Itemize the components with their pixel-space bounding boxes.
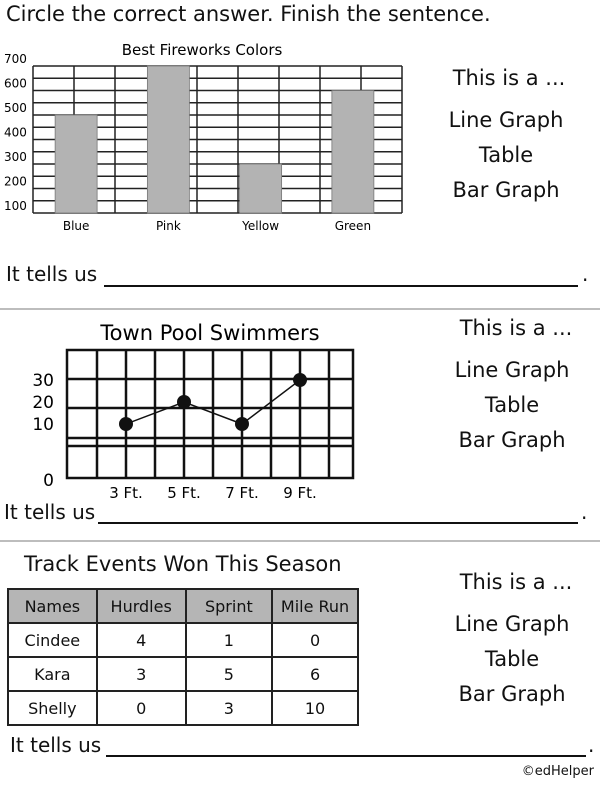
line-chart-point [119, 417, 133, 431]
table-cell: Kara [8, 657, 97, 691]
bar-chart-x-labels [63, 219, 371, 230]
table-row [8, 691, 358, 725]
table-cell: Cindee [8, 623, 97, 657]
tells-us-label-2: It tells us [4, 500, 96, 524]
bar-green [332, 91, 374, 214]
table-header-cell: Mile Run [272, 589, 358, 623]
bar-chart-x-label: Pink [155, 219, 181, 230]
table-cell: 10 [272, 691, 358, 725]
bar-chart-y-tick: 400 [4, 125, 27, 140]
track-events-table [7, 588, 359, 726]
tells-us-label-3: It tells us [10, 733, 102, 757]
bar-pink [147, 66, 189, 213]
table-header-row [8, 589, 358, 623]
bar-chart-x-label: Blue [62, 219, 90, 230]
line-chart-y-tick: 30 [32, 371, 54, 391]
option-bar-graph-3[interactable]: Bar Graph [458, 682, 566, 706]
option-table-2[interactable]: Table [484, 393, 540, 417]
option-line-graph-2[interactable]: Line Graph [454, 358, 570, 382]
line-chart-x-label: 5 Ft. [167, 484, 201, 502]
line-chart-y-tick: 0 [43, 471, 54, 491]
this-is-a-label-2: This is a ... [459, 316, 573, 340]
table-cell: 6 [272, 657, 358, 691]
option-table-1[interactable]: Table [478, 143, 534, 167]
bar-chart [0, 38, 420, 230]
bar-chart-y-tick: 200 [4, 174, 27, 189]
bar-chart-x-label: Yellow [242, 219, 280, 230]
option-bar-graph-1[interactable]: Bar Graph [452, 178, 560, 202]
answer-line-1[interactable] [104, 285, 578, 287]
answer-line-2[interactable] [98, 522, 578, 524]
table-title: Track Events Won This Season [24, 552, 342, 576]
this-is-a-label-1: This is a ... [452, 66, 566, 90]
line-chart-x-label: 9 Ft. [283, 484, 317, 502]
bar-chart-x-label: Green [334, 219, 372, 230]
option-table-3[interactable]: Table [484, 647, 540, 671]
bar-chart-y-tick: 500 [4, 101, 27, 115]
bar-chart-y-tick: 300 [4, 150, 27, 164]
line-chart-point [235, 417, 249, 431]
bar-blue [55, 115, 97, 213]
credit-text: ©edHelper [521, 764, 594, 779]
table-header-cell: Hurdles [97, 589, 186, 623]
bar-chart-title: Best Fireworks Colors [121, 41, 283, 59]
line-chart-frame [67, 350, 353, 478]
bar-chart-y-tick: 700 [4, 52, 27, 66]
line-chart-point [293, 373, 307, 387]
section-divider-1 [0, 308, 600, 310]
bar-chart-y-tick: 100 [4, 199, 27, 213]
table-cell: 3 [97, 657, 186, 691]
table-cell: 4 [97, 623, 186, 657]
period-1: . [582, 262, 589, 286]
line-chart-x-label: 3 Ft. [109, 484, 143, 502]
tells-us-label-1: It tells us [6, 262, 98, 286]
line-chart-y-tick: 20 [32, 393, 54, 413]
period-3: . [588, 733, 595, 757]
line-chart-x-label: 7 Ft. [225, 484, 259, 502]
answer-line-3[interactable] [106, 755, 586, 757]
table-cell: Shelly [8, 691, 97, 725]
table-row [8, 623, 358, 657]
option-line-graph-1[interactable]: Line Graph [448, 108, 564, 132]
line-chart-y-ticks [32, 371, 54, 491]
table-cell: 0 [97, 691, 186, 725]
table-cell: 5 [186, 657, 272, 691]
line-chart [0, 314, 420, 504]
table-row [8, 657, 358, 691]
line-chart-title: Town Pool Swimmers [100, 321, 320, 345]
instruction-heading: Circle the correct answer. Finish the sentence. [6, 2, 491, 26]
bar-chart-y-ticks [4, 52, 27, 213]
table-cell: 0 [272, 623, 358, 657]
table-header-cell: Names [8, 589, 97, 623]
bar-yellow [240, 164, 282, 213]
section-divider-2 [0, 540, 600, 542]
line-chart-grid [67, 350, 353, 478]
line-chart-y-tick: 10 [32, 415, 54, 435]
table-cell: 3 [186, 691, 272, 725]
table-header-cell: Sprint [186, 589, 272, 623]
line-chart-point [177, 395, 191, 409]
this-is-a-label-3: This is a ... [459, 570, 573, 594]
period-2: . [581, 500, 588, 524]
table-cell: 1 [186, 623, 272, 657]
bar-chart-y-tick: 600 [4, 76, 27, 91]
option-bar-graph-2[interactable]: Bar Graph [458, 428, 566, 452]
option-line-graph-3[interactable]: Line Graph [454, 612, 570, 636]
line-chart-x-labels [109, 484, 317, 502]
